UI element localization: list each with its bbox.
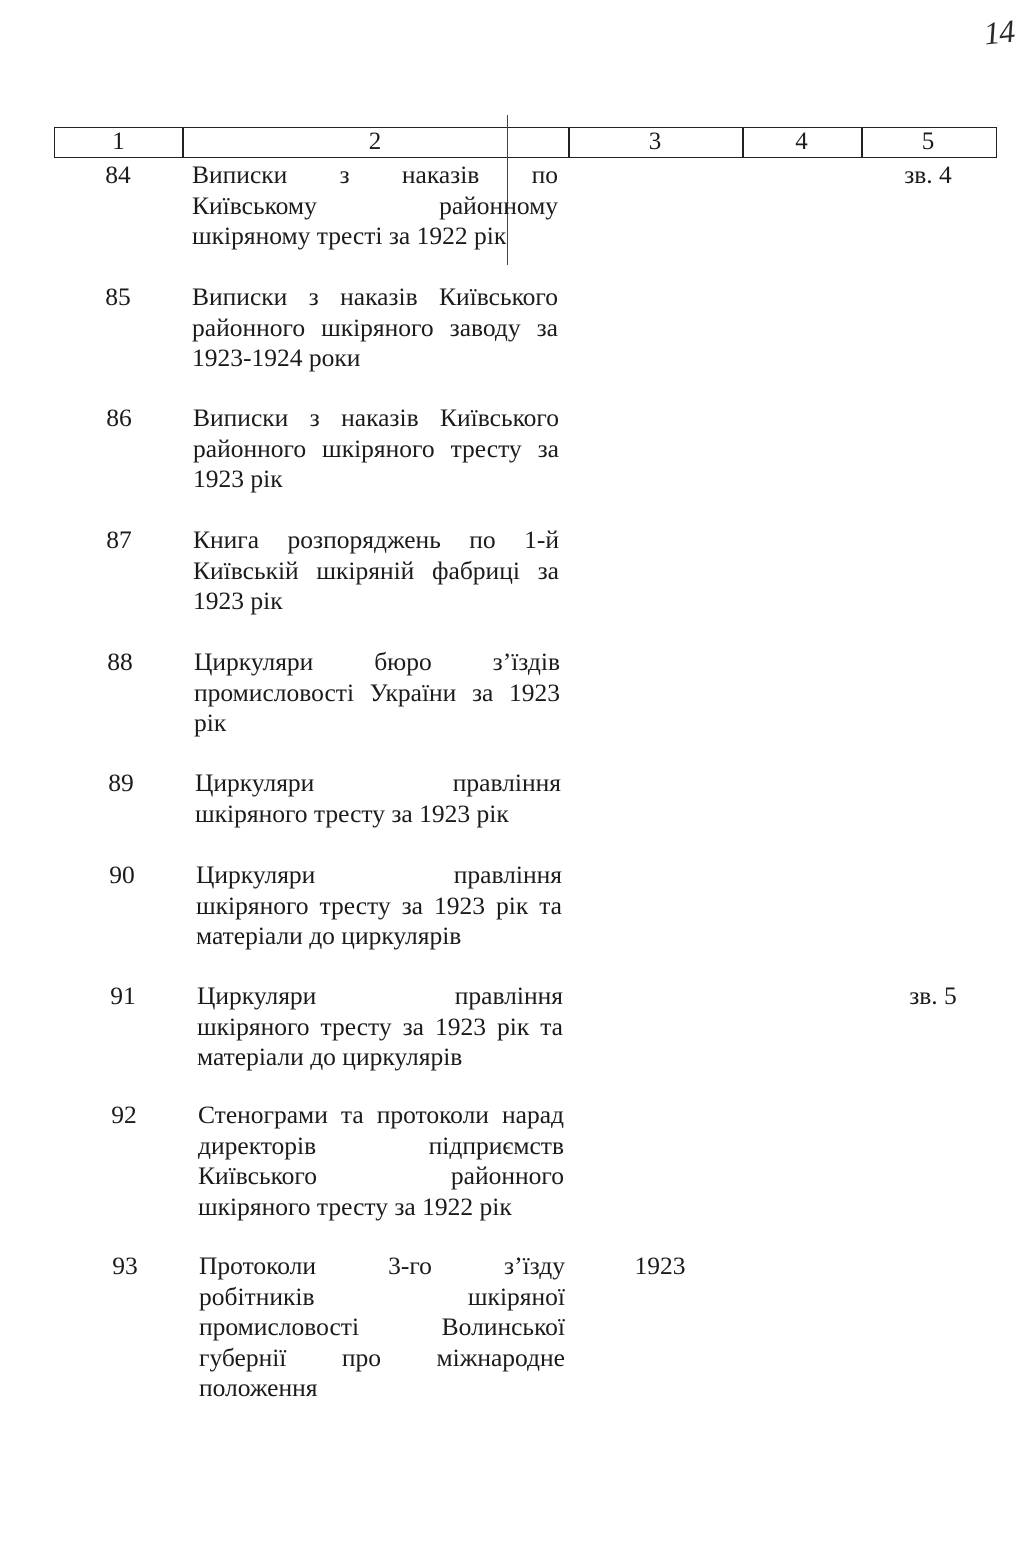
table-header bbox=[54, 127, 997, 158]
item-description bbox=[194, 647, 560, 739]
header-col-1: 1 bbox=[112, 128, 125, 155]
item-number: 90 bbox=[109, 860, 135, 889]
description-line: матеріали до циркулярів bbox=[196, 921, 462, 950]
header-col-2: 2 bbox=[368, 128, 382, 155]
item-sheet-ref: зв. 4 bbox=[904, 160, 952, 189]
item-number: 88 bbox=[107, 647, 133, 676]
header-col-5: 5 bbox=[921, 128, 935, 155]
description-line: 1923-1924 роки bbox=[192, 343, 361, 372]
description-line: Виписки з наказів Київського bbox=[192, 282, 558, 311]
description-line: Виписки з наказів Київського bbox=[193, 403, 559, 432]
item-description bbox=[193, 403, 559, 495]
inventory-row bbox=[0, 860, 1024, 950]
description-line: Виписки з наказів по bbox=[192, 160, 558, 189]
item-description bbox=[199, 1251, 565, 1404]
description-line: Циркуляри правління bbox=[195, 768, 561, 797]
item-number: 87 bbox=[106, 525, 132, 554]
description-line: рік bbox=[194, 708, 227, 737]
inventory-row bbox=[0, 403, 1024, 493]
description-line: Циркуляри правління bbox=[196, 860, 562, 889]
description-line: районного шкіряного заводу за bbox=[192, 312, 558, 342]
description-line: Київській шкіряній фабриці за bbox=[193, 555, 559, 585]
header-col-4: 4 bbox=[795, 128, 808, 155]
item-description bbox=[197, 981, 563, 1073]
description-line: Циркуляри правління bbox=[197, 981, 563, 1010]
inventory-row bbox=[0, 1251, 1024, 1402]
description-line: Київському районному bbox=[192, 190, 558, 220]
description-line: районного шкіряного тресту за bbox=[193, 433, 559, 463]
inventory-row bbox=[0, 1100, 1024, 1221]
item-sheet-ref: зв. 5 bbox=[909, 981, 957, 1010]
inventory-row bbox=[0, 647, 1024, 737]
description-line: 1923 рік bbox=[193, 464, 283, 493]
inventory-row bbox=[0, 981, 1024, 1071]
item-description bbox=[192, 282, 558, 374]
item-description bbox=[195, 768, 561, 829]
description-line: Протоколи 3-го з’їзду bbox=[199, 1251, 565, 1280]
description-line: шкіряного тресту за 1923 рік та bbox=[197, 1011, 563, 1041]
item-date: 1923 bbox=[634, 1251, 686, 1280]
item-number: 85 bbox=[105, 282, 131, 311]
item-description bbox=[192, 160, 558, 252]
description-line: шкіряному тресті за 1922 рік bbox=[192, 221, 507, 250]
description-line: Стенограми та протоколи нарад bbox=[198, 1100, 564, 1129]
item-number: 93 bbox=[112, 1251, 138, 1280]
item-description bbox=[196, 860, 562, 952]
description-line: шкіряного тресту за 1923 рік та bbox=[196, 890, 562, 920]
inventory-row bbox=[0, 282, 1024, 372]
description-line: матеріали до циркулярів bbox=[197, 1042, 463, 1071]
item-number: 86 bbox=[106, 403, 132, 432]
item-description bbox=[198, 1100, 564, 1222]
item-number: 89 bbox=[108, 768, 134, 797]
description-line: промисловості України за 1923 bbox=[194, 677, 560, 707]
description-line: директорів підприємств bbox=[198, 1130, 564, 1160]
inventory-row bbox=[0, 160, 1024, 250]
description-line: промисловості Волинської bbox=[199, 1312, 565, 1341]
item-description bbox=[193, 525, 559, 617]
item-number: 92 bbox=[111, 1100, 137, 1129]
description-line: шкіряного тресту за 1923 рік bbox=[195, 798, 509, 828]
description-line: 1923 рік bbox=[193, 586, 283, 615]
description-line: Книга розпоряджень по 1-й bbox=[193, 525, 559, 554]
description-line: Київського районного bbox=[198, 1161, 564, 1190]
description-line: робітників шкіряної bbox=[199, 1281, 565, 1311]
inventory-row bbox=[0, 525, 1024, 615]
inventory-row bbox=[0, 768, 1024, 828]
description-line: положення bbox=[199, 1373, 318, 1402]
description-line: шкіряного тресту за 1922 рік bbox=[198, 1191, 512, 1221]
item-number: 84 bbox=[105, 160, 131, 189]
description-line: губернії про міжнародне bbox=[199, 1342, 565, 1372]
handwritten-page-number: 14 bbox=[982, 12, 1016, 52]
header-col-3: 3 bbox=[648, 128, 662, 155]
description-line: Циркуляри бюро з’їздів bbox=[194, 647, 560, 676]
item-number: 91 bbox=[110, 981, 136, 1010]
